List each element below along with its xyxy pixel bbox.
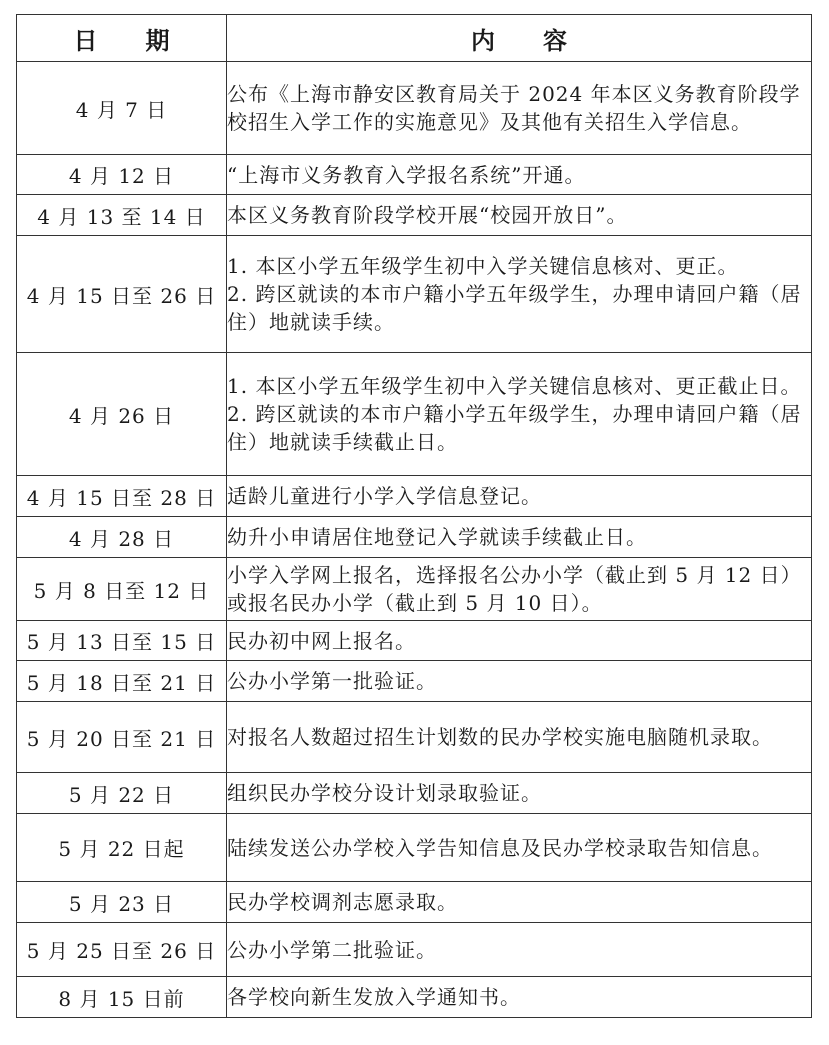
content-line: 民办初中网上报名。 <box>227 628 416 653</box>
date-cell: 8 月 15 日前 <box>17 977 227 1018</box>
table-row <box>17 517 812 558</box>
content-line: 公办小学第二批验证。 <box>227 937 437 962</box>
date-cell: 5 月 25 日至 26 日 <box>17 923 227 977</box>
table-row <box>17 882 812 923</box>
date-cell: 4 月 28 日 <box>17 517 227 558</box>
content-line: 陆续发送公办学校入学告知信息及民办学校录取告知信息。 <box>227 835 773 860</box>
content-cell <box>227 882 812 923</box>
content-cell <box>227 353 812 476</box>
date-cell: 4 月 13 至 14 日 <box>17 195 227 236</box>
date-cell: 4 月 15 日至 26 日 <box>17 236 227 353</box>
table-header-row <box>17 15 812 62</box>
content-line: 组织民办学校分设计划录取验证。 <box>227 781 542 805</box>
content-cell <box>227 661 812 702</box>
table-row <box>17 661 812 702</box>
content-line: 本区义务教育阶段学校开展“校园开放日”。 <box>227 203 628 227</box>
date-cell: 5 月 22 日起 <box>17 814 227 882</box>
content-cell <box>227 558 812 621</box>
date-cell: 4 月 15 日至 28 日 <box>17 476 227 517</box>
date-cell: 4 月 7 日 <box>17 62 227 155</box>
table-row <box>17 236 812 353</box>
content-cell <box>227 923 812 977</box>
table-row <box>17 923 812 977</box>
content-cell <box>227 195 812 236</box>
content-line: 适龄儿童进行小学入学信息登记。 <box>227 484 542 508</box>
content-cell <box>227 814 812 882</box>
content-line: 小学入学网上报名，选择报名公办小学（截止到 5 月 12 日）或报名民办小学（截止到 5 月 10 日）。 <box>227 563 802 615</box>
content-line: “上海市义务教育入学报名系统”开通。 <box>227 162 586 187</box>
content-cell <box>227 62 812 155</box>
content-cell <box>227 236 812 353</box>
content-line: 民办学校调剂志愿录取。 <box>227 890 458 914</box>
content-line: 1. 本区小学五年级学生初中入学关键信息核对、更正截止日。 <box>227 374 802 398</box>
table-row <box>17 62 812 155</box>
table-row <box>17 814 812 882</box>
date-cell: 5 月 13 日至 15 日 <box>17 621 227 661</box>
content-line: 公布《上海市静安区教育局关于 2024 年本区义务教育阶段学校招生入学工作的实施意见》及其他有关招生入学信息。 <box>227 82 801 134</box>
table-row <box>17 155 812 195</box>
date-cell: 5 月 23 日 <box>17 882 227 923</box>
content-cell <box>227 155 812 195</box>
table-row <box>17 773 812 814</box>
table-row <box>17 702 812 773</box>
enrollment-schedule-table <box>16 14 812 1018</box>
content-line: 对报名人数超过招生计划数的民办学校实施电脑随机录取。 <box>227 725 773 749</box>
date-cell: 5 月 20 日至 21 日 <box>17 702 227 773</box>
header-date: 日 期 <box>17 15 227 62</box>
content-cell <box>227 773 812 814</box>
content-cell <box>227 517 812 558</box>
content-line: 2. 跨区就读的本市户籍小学五年级学生，办理申请回户籍（居住）地就读手续。 <box>227 282 802 334</box>
table-body <box>17 62 812 1018</box>
content-line: 公办小学第一批验证。 <box>227 669 437 693</box>
date-cell: 5 月 22 日 <box>17 773 227 814</box>
content-line: 1. 本区小学五年级学生初中入学关键信息核对、更正。 <box>227 254 739 278</box>
content-cell <box>227 977 812 1018</box>
table-row <box>17 476 812 517</box>
content-cell <box>227 621 812 661</box>
table-row <box>17 353 812 476</box>
table-row <box>17 621 812 661</box>
header-content: 内 容 <box>227 15 812 62</box>
date-cell: 5 月 8 日至 12 日 <box>17 558 227 621</box>
content-line: 幼升小申请居住地登记入学就读手续截止日。 <box>227 525 647 549</box>
date-cell: 4 月 26 日 <box>17 353 227 476</box>
content-line: 各学校向新生发放入学通知书。 <box>227 985 521 1009</box>
content-cell <box>227 702 812 773</box>
date-cell: 4 月 12 日 <box>17 155 227 195</box>
table-row <box>17 558 812 621</box>
table-row <box>17 195 812 236</box>
content-cell <box>227 476 812 517</box>
date-cell: 5 月 18 日至 21 日 <box>17 661 227 702</box>
content-line: 2. 跨区就读的本市户籍小学五年级学生，办理申请回户籍（居住）地就读手续截止日。 <box>227 402 802 454</box>
table-row <box>17 977 812 1018</box>
